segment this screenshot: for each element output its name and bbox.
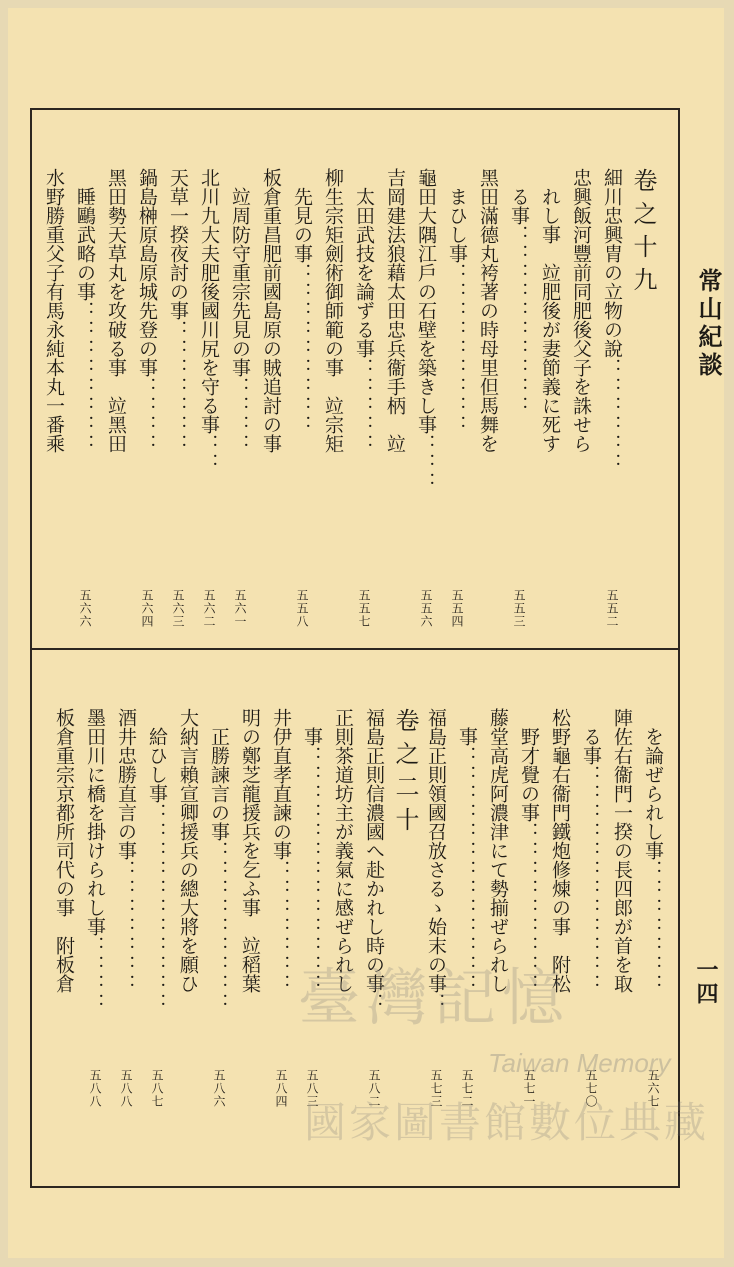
toc-entry: [420, 708, 451, 1108]
toc-page-number: 五七三: [429, 1069, 443, 1108]
toc-entry-text: 先見の事：：：：：：：：：: [291, 187, 313, 434]
toc-entry: [637, 708, 668, 1108]
toc-entry-text: 竝周防守重宗先見の事：：：：: [229, 187, 251, 453]
toc-entry-text: 野才覺の事：：：：：：：：：: [518, 727, 540, 993]
toc-entry-text: 井伊直孝直諫の事：：：：：：：: [270, 708, 292, 993]
toc-entry: [224, 168, 255, 628]
toc-page-number: 五七一: [522, 1069, 536, 1108]
watermark-main: 臺灣記憶: [298, 961, 571, 1034]
toc-entry: [162, 168, 193, 628]
toc-entry-text: 北川九大夫肥後國川尻を守る事：：: [198, 168, 220, 472]
toc-entry-text: 吉岡建法狼藉太田忠兵衞手柄 竝: [384, 168, 406, 453]
toc-entry: [100, 168, 131, 628]
toc-entry-text: 酒井忠勝直言の事：：：：：：：: [115, 708, 137, 993]
volume-20-contents: [52, 708, 668, 1108]
toc-page-number: 五八四: [274, 1069, 288, 1108]
toc-entry: [348, 168, 379, 628]
toc-entry-text: 給ひし事：：：：：：：：：：：: [146, 727, 168, 1012]
toc-entry: [286, 168, 317, 628]
toc-page-number: 五六一: [233, 589, 247, 628]
toc-entry-text: 明の鄭芝龍援兵を乞ふ事 竝稻葉: [239, 708, 261, 993]
toc-page-number: 五七二: [460, 1069, 474, 1108]
toc-entry-text: 正則茶道坊主が義氣に感ぜられし: [332, 708, 354, 993]
toc-page-number: 五八八: [119, 1069, 133, 1108]
toc-entry: [534, 168, 565, 628]
toc-entry-text: 板倉重昌肥前國島原の賊追討の事: [260, 168, 282, 453]
toc-page-number: 五八八: [88, 1069, 102, 1108]
toc-entry: [110, 708, 141, 1108]
volume-heading: [389, 708, 420, 1108]
toc-entry-text: る事：：：：：：：：：：：：: [580, 727, 602, 993]
toc-entry: [141, 708, 172, 1108]
toc-entry: [544, 708, 575, 1108]
page-number: 一四: [693, 958, 719, 1006]
toc-page-number: 五五八: [295, 589, 309, 628]
toc-entry: [38, 168, 69, 628]
toc-page-number: 五五三: [512, 589, 526, 628]
toc-entry: [441, 168, 472, 628]
running-title: 常山紀談: [694, 268, 723, 380]
toc-entry-text: る事：：：：：：：：：：: [508, 187, 530, 415]
toc-entry: [596, 168, 627, 628]
toc-entry: [410, 168, 441, 628]
toc-page-number: 五七〇: [584, 1069, 598, 1108]
toc-entry-text: 龜田大隅江戶の石壁を築きし事：：：: [415, 168, 437, 491]
toc-entry-text: 事：：：：：：：：：：：：：: [301, 727, 323, 993]
toc-entry: [296, 708, 327, 1108]
toc-entry-text: 柳生宗矩劍術御師範の事 竝宗矩: [322, 168, 344, 453]
toc-entry: [131, 168, 162, 628]
toc-entry: [451, 708, 482, 1108]
toc-entry: [203, 708, 234, 1108]
toc-entry-text: 福島正則領國召放さるゝ始末の事：: [425, 708, 447, 1012]
toc-entry: [482, 708, 513, 1108]
toc-entry-text: 黑田勢天草丸を攻破る事 竝黑田: [105, 168, 127, 453]
toc-entry-text: 睡鷗武略の事：：：：：：：：: [74, 187, 96, 453]
toc-entry-text: まひし事：：：：：：：：：: [446, 187, 468, 434]
toc-entry: [379, 168, 410, 628]
toc-page-number: 五五七: [357, 589, 371, 628]
toc-page-number: 五六二: [202, 589, 216, 628]
toc-entry-text: 黑田滿德丸袴著の時母里但馬舞を: [477, 168, 499, 453]
toc-entry: [327, 708, 358, 1108]
toc-page-number: 五六七: [646, 1069, 660, 1108]
volume-heading-text: 卷之二十: [391, 708, 419, 840]
toc-entry-text: 松野龜右衞門鐵炮修煉の事 附松: [549, 708, 571, 993]
toc-page-number: 五六四: [140, 589, 154, 628]
toc-page-number: 五六六: [78, 589, 92, 628]
toc-entry-text: 天草一揆夜討の事：：：：：：：: [167, 168, 189, 453]
toc-entry-text: 福島正則信濃國へ赴かれし時の事：: [363, 708, 385, 1012]
toc-entry-text: 大納言賴宣卿援兵の總大將を願ひ: [177, 708, 199, 993]
toc-entry: [503, 168, 534, 628]
toc-entry-text: 事：：：：：：：：：：：：：: [456, 727, 478, 993]
toc-entry-text: を論ぜられし事：：：：：：：: [642, 727, 664, 993]
toc-entry: [265, 708, 296, 1108]
toc-entry: [606, 708, 637, 1108]
toc-page-number: 五八六: [212, 1069, 226, 1108]
toc-entry-text: 板倉重宗京都所司代の事 附板倉: [53, 708, 75, 993]
toc-entry: [513, 708, 544, 1108]
toc-entry-text: 藤堂高虎阿濃津にて勢揃ぜられし: [487, 708, 509, 993]
toc-entry-text: 細川忠興胄の立物の說：：：：：：: [601, 168, 623, 472]
toc-entry: [234, 708, 265, 1108]
toc-entry: [575, 708, 606, 1108]
watermark-sub: 國家圖書館數位典藏: [304, 1098, 710, 1147]
toc-page-number: 五五四: [450, 589, 464, 628]
toc-entry-text: 忠興飯河豐前同肥後父子を誅せら: [570, 168, 592, 453]
toc-entry-text: 陣佐右衞門一揆の長四郎が首を取: [611, 708, 633, 993]
toc-entry: [79, 708, 110, 1108]
toc-entry: [358, 708, 389, 1108]
section-divider: [30, 648, 680, 650]
toc-page-number: 五八七: [150, 1069, 164, 1108]
book-page: [8, 8, 724, 1258]
toc-entry: [565, 168, 596, 628]
volume-19-contents: [43, 168, 658, 628]
toc-page-number: 五六三: [171, 589, 185, 628]
toc-entry: [255, 168, 286, 628]
toc-entry: [193, 168, 224, 628]
volume-heading-text: 卷之十九: [629, 168, 657, 300]
toc-entry: [48, 708, 79, 1108]
toc-page-number: 五八三: [305, 1069, 319, 1108]
toc-entry-text: 正勝諫言の事：：：：：：：：：: [208, 727, 230, 1012]
volume-heading: [627, 168, 658, 628]
toc-entry-text: 太田武技を論ずる事：：：：：: [353, 187, 375, 453]
toc-entry: [69, 168, 100, 628]
toc-entry-text: 水野勝重父子有馬永純本丸一番乘: [43, 168, 65, 453]
toc-entry-text: 墨田川に橋を掛けられし事：：：：: [84, 708, 106, 1012]
toc-entry: [317, 168, 348, 628]
toc-entry-text: れし事 竝肥後が妻節義に死す: [539, 187, 561, 453]
toc-entry-text: 鍋島榊原島原城先登の事：：：：: [136, 168, 158, 453]
toc-entry: [472, 168, 503, 628]
toc-entry: [172, 708, 203, 1108]
toc-page-number: 五五六: [419, 589, 433, 628]
watermark-latin: Taiwan Memory: [488, 1048, 671, 1078]
toc-page-number: 五八二: [367, 1069, 381, 1108]
toc-page-number: 五五二: [605, 589, 619, 628]
